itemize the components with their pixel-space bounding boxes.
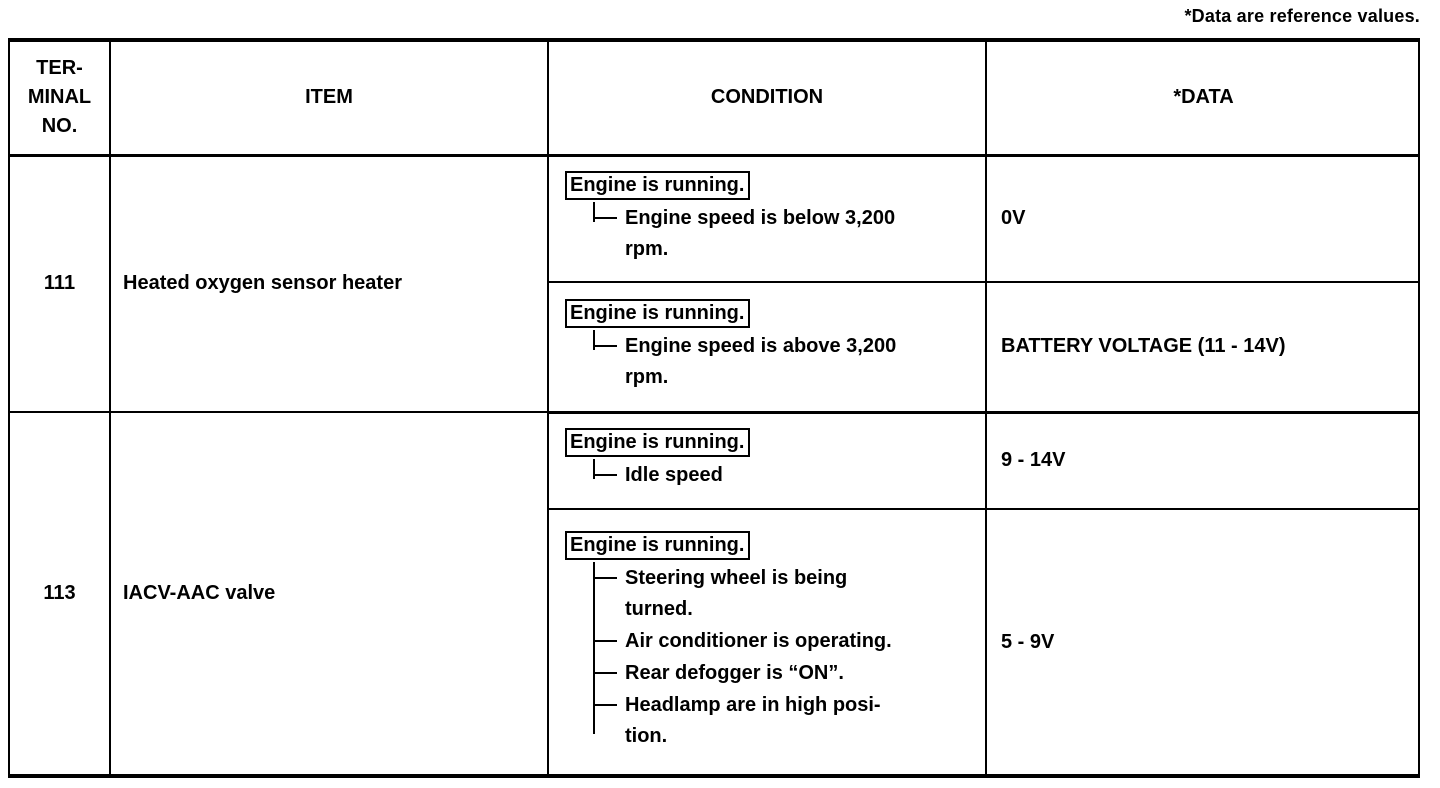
header-data: *DATA [986,42,1420,155]
item-name: IACV-AAC valve [110,412,548,775]
condition-sub-line: tion. [625,725,668,747]
condition-sub-line: turned. [625,598,693,620]
table-row [10,412,1420,509]
condition-tree [593,562,971,752]
condition-sub-line: Rear defogger is “ON”. [625,662,844,684]
header-item: ITEM [110,42,548,155]
header-terminal-no [10,42,110,155]
condition-cell [548,509,986,775]
condition-cell [548,155,986,282]
table-row [10,155,1420,282]
condition-main: Engine is running. [565,531,750,560]
condition-sub [625,202,971,265]
condition-sub-line: Air conditioner is operating. [625,630,892,652]
condition-main: Engine is running. [565,428,750,457]
condition-tree [593,330,971,393]
condition-cell [548,282,986,412]
data-value: 0V [986,155,1420,282]
condition-sub-line: rpm. [625,365,669,388]
header-terminal-line: MINAL [27,86,92,109]
condition-sub [625,459,971,491]
table-header-row [10,42,1420,155]
condition-sub [625,562,971,625]
data-value: BATTERY VOLTAGE (11 - 14V) [986,282,1420,412]
terminal-data-table [8,38,1420,778]
data-value: 5 - 9V [986,509,1420,775]
item-name: Heated oxygen sensor heater [110,155,548,412]
condition-sub-line: Engine speed is above 3,200 [625,334,897,357]
condition-main: Engine is running. [565,171,750,200]
condition-sub-line: Steering wheel is being [625,567,848,589]
condition-sub [625,657,971,689]
condition-sub-line: Engine speed is below 3,200 [625,206,896,229]
condition-sub-line: rpm. [625,237,669,260]
condition-main: Engine is running. [565,299,750,328]
header-condition: CONDITION [548,42,986,155]
data-value: 9 - 14V [986,412,1420,509]
condition-cell [548,412,986,509]
terminal-number: 113 [10,412,110,775]
terminal-number: 111 [10,155,110,412]
condition-sub-line: Idle speed [625,464,723,487]
condition-tree [593,202,971,265]
condition-sub [625,330,971,393]
header-terminal-line: NO. [41,115,78,138]
condition-sub [625,689,971,752]
condition-sub-line: Headlamp are in high posi- [625,694,881,716]
condition-tree [593,459,971,491]
header-terminal-line: TER- [36,57,83,80]
condition-sub [625,625,971,657]
reference-values-note: *Data are reference values. [1184,6,1420,26]
